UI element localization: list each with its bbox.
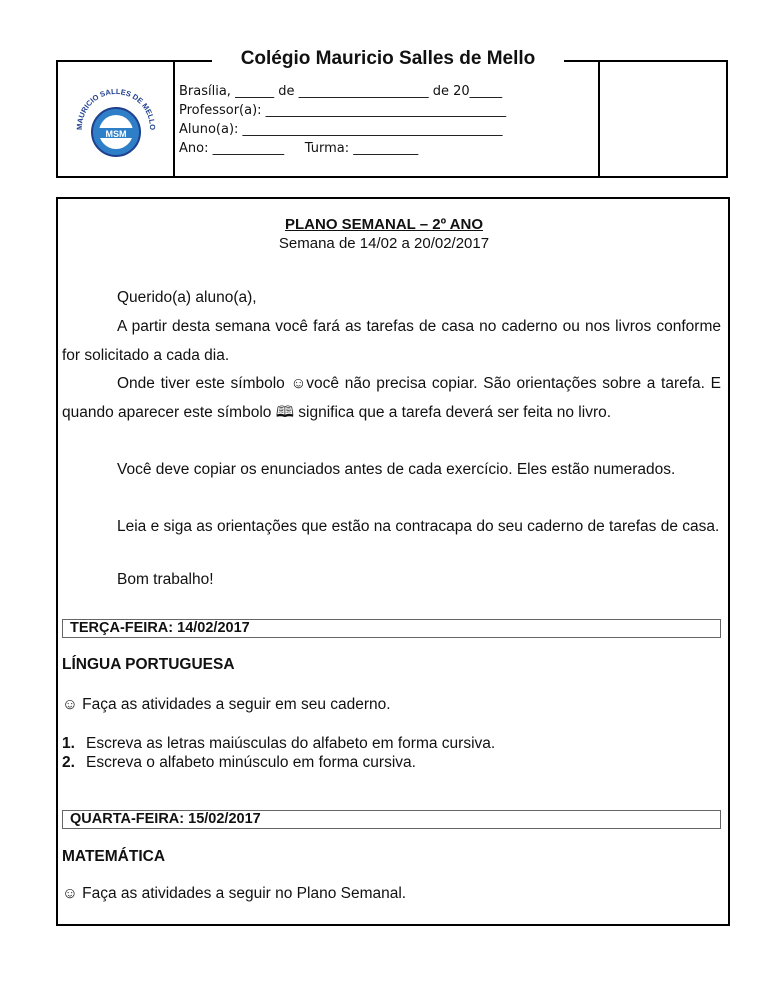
- field-teacher[interactable]: Professor(a): _____________________________________: [179, 103, 507, 118]
- subject-math: MATEMÁTICA: [62, 848, 166, 865]
- task-item: 2. Escreva o alfabeto minúsculo em forma cursiva.: [62, 754, 416, 771]
- task-list-tuesday: [62, 734, 495, 772]
- header-divider-right: [598, 62, 600, 176]
- field-date[interactable]: Brasília, ______ de ____________________ de 20_____: [179, 84, 503, 99]
- instruction-wednesday: ☺ Faça as atividades a seguir no Plano Semanal.: [62, 885, 407, 902]
- field-year-class[interactable]: Ano: ___________ Turma: __________: [179, 141, 419, 156]
- paragraph-3: Você deve copiar os enunciados antes de cada exercício. Eles estão numerados.: [117, 461, 676, 478]
- logo-arc-text: MAURICIO SALLES DE MELLO: [74, 86, 158, 131]
- plan-title: PLANO SEMANAL – 2º ANO: [284, 216, 483, 233]
- field-student[interactable]: Aluno(a): ________________________________________: [179, 122, 503, 137]
- closing: Bom trabalho!: [117, 571, 214, 588]
- greeting: Querido(a) aluno(a),: [117, 289, 257, 306]
- header-divider-left: [173, 62, 175, 176]
- school-name: Colégio Mauricio Salles de Mello: [212, 46, 564, 72]
- logo-initials: MSM: [105, 129, 127, 139]
- instruction-tuesday: ☺ Faça as atividades a seguir em seu caderno.: [62, 696, 391, 713]
- subject-portuguese: LÍNGUA PORTUGUESA: [62, 656, 235, 673]
- header-fields: [179, 82, 506, 158]
- paragraph-4: Leia e siga as orientações que estão na contracapa do seu caderno de tarefas de casa.: [117, 518, 720, 535]
- task-item: 1. Escreva as letras maiúsculas do alfabeto em forma cursiva.: [62, 735, 496, 752]
- paragraph-2: Onde tiver este símbolo ☺você não precisa copiar. São orientações sobre a tarefa. E quando aparecer este símbolo 🕮 significa que a tarefa deverá ser feita no livro.: [62, 375, 721, 421]
- day-bar-wednesday: QUARTA-FEIRA: 15/02/2017: [62, 810, 721, 829]
- header-box: [56, 60, 728, 178]
- day-bar-tuesday: TERÇA-FEIRA: 14/02/2017: [62, 619, 721, 638]
- school-logo: [68, 70, 164, 170]
- paragraph-1: A partir desta semana você fará as tarefas de casa no caderno ou nos livros conforme for solicitado a cada dia.: [62, 318, 721, 364]
- plan-week: Semana de 14/02 a 20/02/2017: [278, 235, 490, 252]
